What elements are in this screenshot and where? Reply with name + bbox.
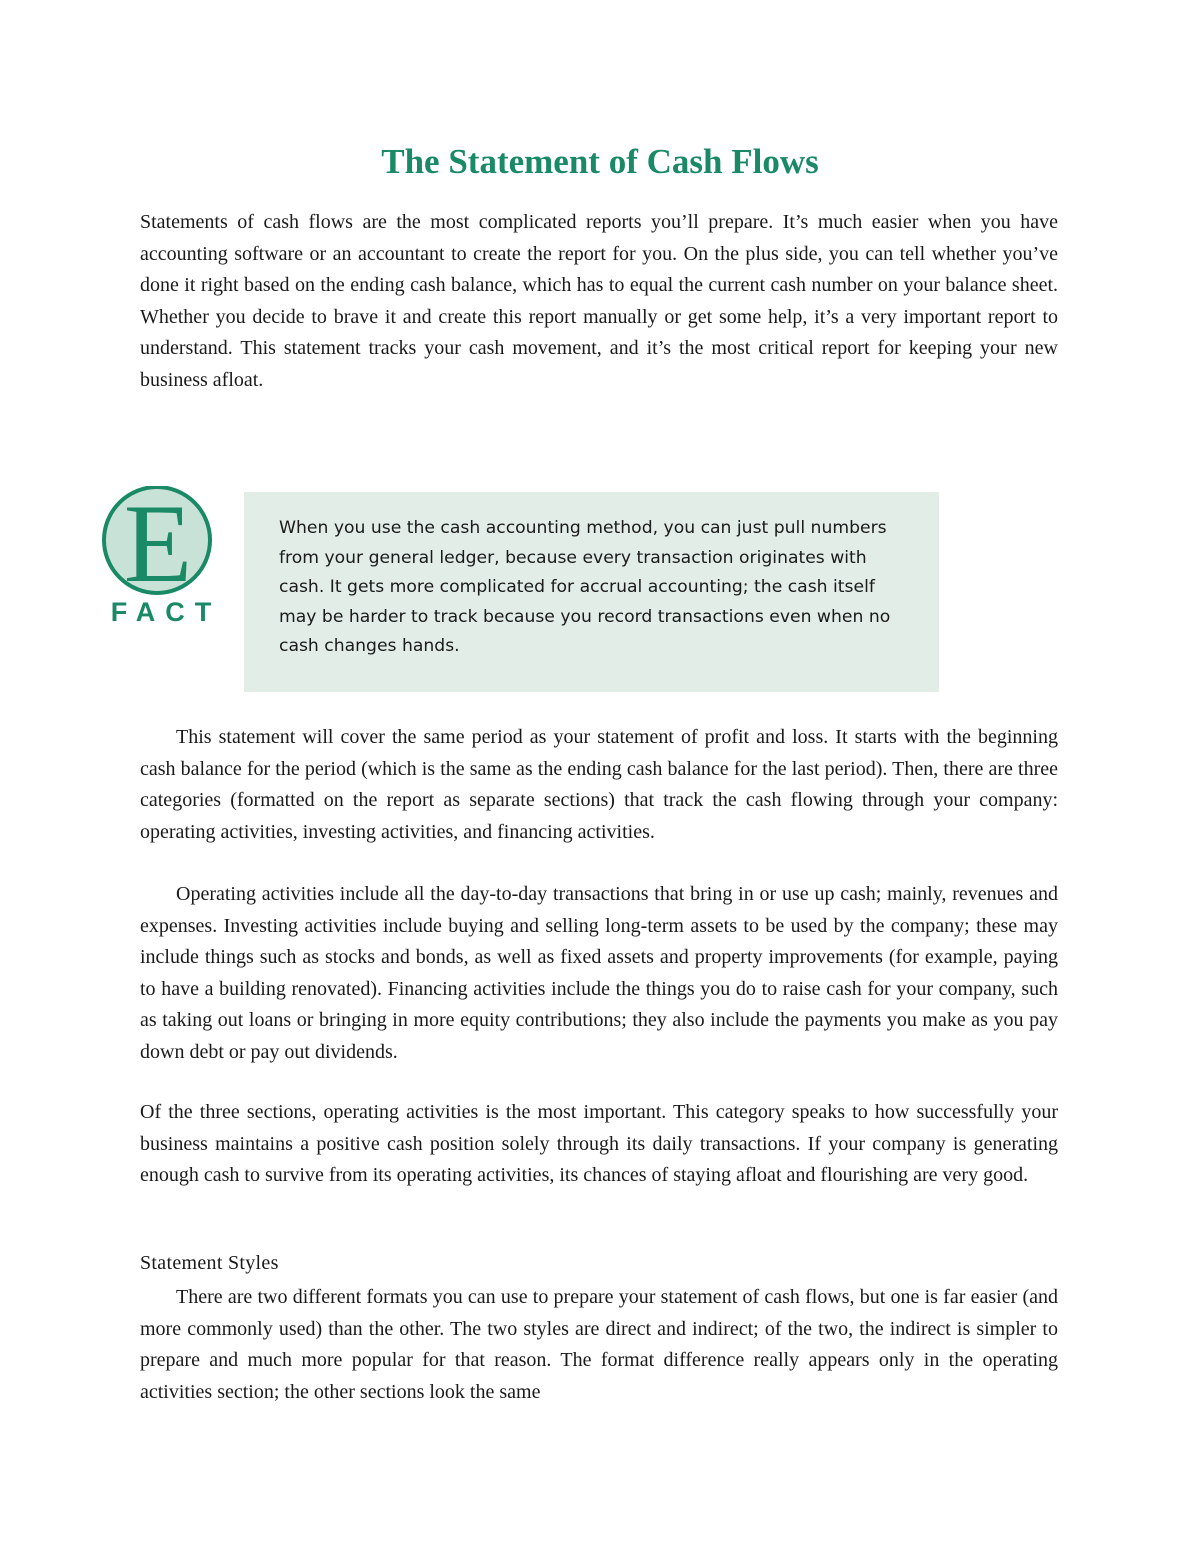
intro-paragraph: Statements of cash flows are the most complicated reports you’ll prepare. It’s much easier when you have accounting software or an accountant to create the report for you. On the plus side, you can tell whether you’ve done it right based on the ending cash balance, which has to equal the current cash number on your balance sheet. Whether you decide to brave it and create this report manually or get some help, it’s a very important report to understand. This statement tracks your cash movement, and it’s the most critical report for keeping your new business afloat. xyxy=(140,211,1058,391)
page-title: The Statement of Cash Flows xyxy=(381,142,819,181)
body-paragraph: Of the three sections, operating activities is the most important. This category speaks to how successfully your business maintains a positive cash position solely through its daily transactions. If your company is generating enough cash to survive from its operating activities, its chances of staying afloat and flourishing are very good. xyxy=(140,1101,1058,1186)
fact-label: FACT xyxy=(110,597,222,627)
body-paragraph: This statement will cover the same period as your statement of profit and loss. It starts with the beginning cash balance for the period (which is the same as the ending cash balance for the last period). Then, there are three categories (formatted on the report as separate sections) that track the cash flowing through your company: operating activities, investing activities, and financing activities. xyxy=(140,726,1058,843)
fact-box xyxy=(244,492,939,692)
section-heading: Statement Styles xyxy=(140,1252,279,1274)
fact-e-letter: E xyxy=(123,486,193,606)
section-paragraph: There are two different formats you can use to prepare your statement of cash flows, but one is far easier (and more commonly used) than the other. The two styles are direct and indirect; of the two, the indirect is simpler to prepare and much more popular for that reason. The format difference really appears only in the operating activities section; the other sections look the same xyxy=(140,1286,1058,1403)
body-paragraph: Operating activities include all the day-to-day transactions that bring in or use up cash; mainly, revenues and expenses. Investing activities include buying and selling long-term assets to be used by the company; these may include things such as stocks and bonds, as well as fixed assets and property improvements (for example, paying to have a building renovated). Financing activities include the things you do to raise cash for your company, such as taking out loans or bringing in more equity contributions; they also include the payments you make as you pay down debt or pay out dividends. xyxy=(140,883,1058,1063)
fact-text: When you use the cash accounting method, you can just pull numbers from your general ledger, because every transaction originates with cash. It gets more complicated for accrual accounting; the cash itself may be harder to track because you record transactions even when no cash changes hands. xyxy=(279,518,891,656)
